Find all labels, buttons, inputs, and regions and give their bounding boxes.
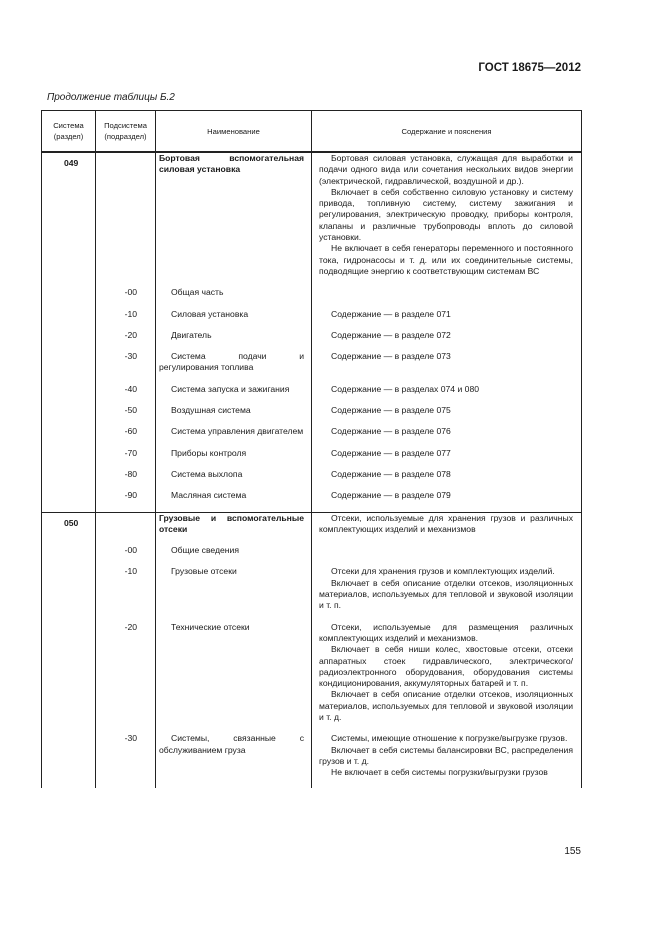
description-paragraph: Содержание — в разделе 076 [331, 426, 451, 437]
description-paragraph: Не включает в себя системы погрузки/выгрузки грузов [331, 767, 548, 778]
table-row [42, 426, 582, 447]
subsystem-description [312, 622, 582, 734]
description-paragraph: Содержание — в разделе 075 [331, 405, 451, 416]
table-row [42, 330, 582, 351]
header-name: Наименование [156, 111, 312, 153]
subsystem-code: -10 [96, 309, 156, 330]
table-row [42, 490, 582, 512]
system-code [42, 287, 96, 308]
subsystem-name-text: Системы, связанные с обслуживанием груза [159, 733, 304, 755]
system-code [42, 733, 96, 788]
table-row [42, 309, 582, 330]
subsystem-description [312, 426, 582, 447]
system-code [42, 330, 96, 351]
subsystem-name [156, 733, 312, 788]
system-code [42, 622, 96, 734]
subsystem-name [156, 330, 312, 351]
description-paragraph: Включает в себя собственно силовую установку и систему привода, топливную систему, систему зажигания и регулирования, электрическую проводку, приборы контроля, клапаны и различные трубопроводы вплоть до силовой установки. [319, 186, 573, 243]
subsystem-code: -40 [96, 384, 156, 405]
subsystem-code: -30 [96, 733, 156, 788]
system-code [42, 309, 96, 330]
subsystem-description [312, 330, 582, 351]
description-paragraph: Бортовая силовая установка, служащая для выработки и подачи одного вида или сочетания нескольких видов энергии (электрической, гидравлической, воздушной и др.). [319, 153, 573, 186]
system-code: 050 [42, 512, 96, 545]
subsystem-description [312, 309, 582, 330]
subsystem-name [156, 545, 312, 566]
subsystem-name [156, 622, 312, 734]
subsystem-name-text: Система управления двигателем [171, 426, 304, 437]
table-row [42, 622, 582, 734]
system-code [42, 448, 96, 469]
subsystem-name [156, 469, 312, 490]
description-paragraph: Включает в себя описание отделки отсеков, изоляционных материалов, используемых для тепловой и звуковой изоляции и т. п. [319, 577, 573, 611]
system-description [312, 512, 582, 545]
subsystem-description [312, 566, 582, 621]
system-description [312, 152, 582, 287]
subsystem-code: -20 [96, 622, 156, 734]
subsystem-code [96, 152, 156, 287]
description-paragraph: Содержание — в разделе 079 [331, 490, 451, 501]
header-system: Система (раздел) [42, 111, 96, 153]
subsystem-description [312, 733, 582, 788]
system-name: Бортовая вспомогательная силовая установка [156, 152, 312, 287]
system-name: Грузовые и вспомогательные отсеки [156, 512, 312, 545]
subsystem-code: -10 [96, 566, 156, 621]
table-continuation-caption: Продолжение таблицы Б.2 [47, 92, 175, 103]
subsystem-description [312, 490, 582, 512]
description-paragraph: Содержание — в разделе 072 [331, 329, 451, 340]
subsystem-code: -20 [96, 330, 156, 351]
description-paragraph: Отсеки, используемые для хранения грузов и различных комплектующих изделий и механизмов [319, 512, 573, 534]
description-paragraph: Содержание — в разделе 078 [331, 468, 451, 479]
subsystem-description [312, 405, 582, 426]
description-paragraph: Системы, имеющие отношение к погрузке/выгрузке грузов. [331, 733, 568, 744]
subsystem-name [156, 309, 312, 330]
table-row [42, 448, 582, 469]
subsystem-code: -60 [96, 426, 156, 447]
description-paragraph: Содержание — в разделах 074 и 080 [331, 383, 479, 394]
subsystem-code: -80 [96, 469, 156, 490]
table-row [42, 469, 582, 490]
table-row [42, 384, 582, 405]
table-row [42, 405, 582, 426]
table-row [42, 733, 582, 788]
subsystem-name [156, 490, 312, 512]
subsystem-name-text: Воздушная система [171, 405, 251, 416]
description-paragraph: Не включает в себя генераторы переменного и постоянного тока, гидронасосы и т. д. или их соединительные системы, подводящие энергию к соответствующим системам ВС [319, 243, 573, 276]
table-row [42, 512, 582, 545]
subsystem-code [96, 512, 156, 545]
description-paragraph: Отсеки для хранения грузов и комплектующих изделий. [331, 566, 555, 577]
document-code: ГОСТ 18675—2012 [478, 62, 581, 74]
system-code [42, 384, 96, 405]
system-code [42, 405, 96, 426]
subsystem-name [156, 351, 312, 384]
subsystem-name-text: Система запуска и зажигания [171, 383, 290, 394]
subsystem-name-text: Силовая установка [171, 308, 249, 319]
table-header-row [42, 111, 582, 153]
subsystem-description [312, 287, 582, 308]
classification-table [41, 110, 582, 788]
subsystem-name [156, 426, 312, 447]
subsystem-name-text: Технические отсеки [171, 621, 250, 632]
subsystem-name [156, 384, 312, 405]
system-code [42, 545, 96, 566]
subsystem-description [312, 351, 582, 384]
header-subsystem: Подсистема (подраздел) [96, 111, 156, 153]
subsystem-code: -50 [96, 405, 156, 426]
subsystem-description [312, 545, 582, 566]
system-code [42, 426, 96, 447]
description-paragraph: Включает в себя описание отделки отсеков, изоляционных материалов, используемых для тепловой и звуковой изоляции и т. д. [319, 689, 573, 722]
subsystem-name-text: Приборы контроля [171, 447, 247, 458]
subsystem-name-text: Система подачи и регулирования топлива [159, 351, 304, 373]
page-number: 155 [564, 846, 581, 857]
table-row [42, 152, 582, 287]
subsystem-name [156, 405, 312, 426]
subsystem-code: -70 [96, 448, 156, 469]
description-paragraph: Отсеки, используемые для размещения различных комплектующих изделий и механизмов. [319, 621, 573, 643]
subsystem-name-text: Общие сведения [171, 545, 239, 556]
subsystem-description [312, 384, 582, 405]
description-paragraph: Включает в себя ниши колес, хвостовые отсеки, отсеки аппаратных стоек гидравлического, электрического/ радиоэлектронного оборудования, оборудования системы кондиционирования, аккумуляторных батарей и т. п. [319, 644, 573, 689]
system-code [42, 469, 96, 490]
subsystem-code: -00 [96, 545, 156, 566]
subsystem-description [312, 469, 582, 490]
subsystem-description [312, 448, 582, 469]
description-paragraph: Содержание — в разделе 077 [331, 447, 451, 458]
subsystem-name-text: Двигатель [171, 329, 212, 340]
header-description: Содержание и пояснения [312, 111, 582, 153]
table-row [42, 545, 582, 566]
table-row [42, 566, 582, 621]
system-code [42, 566, 96, 621]
description-paragraph: Содержание — в разделе 073 [331, 351, 451, 362]
table-row [42, 287, 582, 308]
subsystem-name [156, 448, 312, 469]
subsystem-code: -90 [96, 490, 156, 512]
subsystem-code: -00 [96, 287, 156, 308]
subsystem-name [156, 287, 312, 308]
subsystem-name-text: Общая часть [171, 287, 224, 298]
subsystem-code: -30 [96, 351, 156, 384]
table-row [42, 351, 582, 384]
subsystem-name-text: Система выхлопа [171, 468, 243, 479]
subsystem-name-text: Масляная система [171, 490, 247, 501]
system-code [42, 490, 96, 512]
system-code [42, 351, 96, 384]
subsystem-name-text: Грузовые отсеки [171, 566, 237, 577]
description-paragraph: Включает в себя системы балансировки ВС, распределения грузов и т. д. [319, 744, 573, 766]
system-code: 049 [42, 152, 96, 287]
description-paragraph: Содержание — в разделе 071 [331, 308, 451, 319]
subsystem-name [156, 566, 312, 621]
